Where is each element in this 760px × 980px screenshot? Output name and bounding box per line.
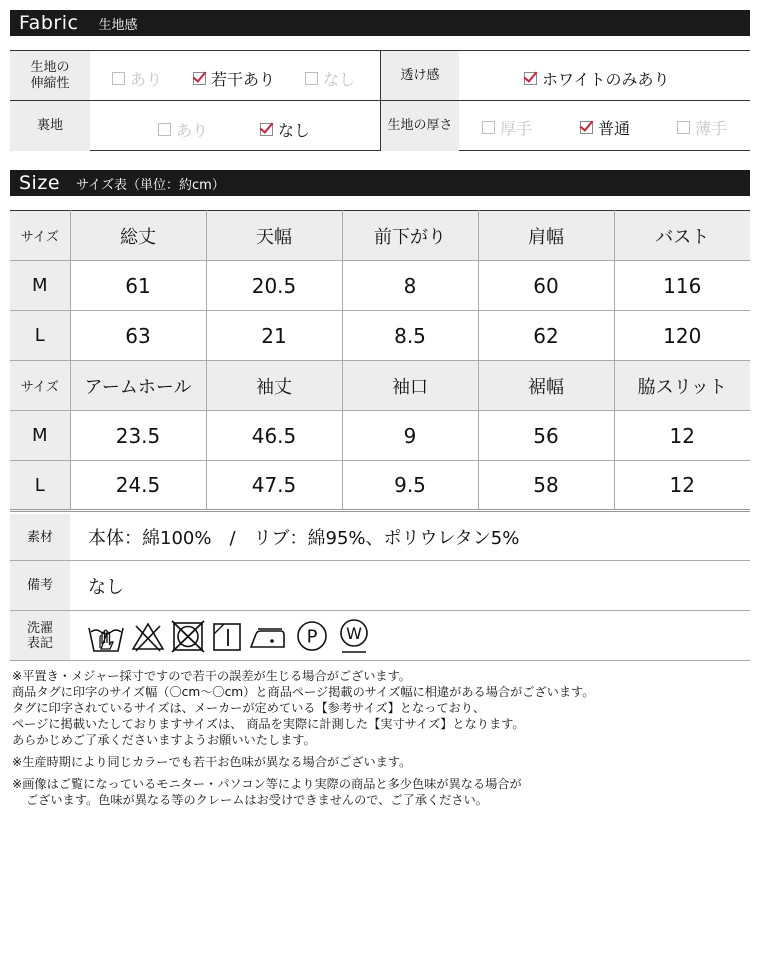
material-row [10, 514, 750, 561]
table-cell: 23.5 [70, 411, 206, 461]
wet-clean-w-icon [334, 616, 374, 656]
remarks-row [10, 561, 750, 611]
table-cell: 21 [206, 311, 342, 361]
remarks-label: 備考 [10, 561, 70, 610]
disclaimer-notes [12, 668, 752, 808]
disclaimer-line: ページに掲載いたしておりますサイズは、 商品を実際に計測した【実寸サイズ】となります。 [12, 717, 525, 731]
thickness-label: 生地の厚さ [381, 101, 459, 151]
table-cell: 8.5 [342, 311, 478, 361]
checked-checkbox-icon [260, 123, 273, 136]
p-letter: P [306, 626, 318, 647]
column-header: 前下がり [342, 211, 478, 261]
column-header: 袖丈 [206, 361, 342, 411]
fabric-section-header [10, 10, 750, 36]
checked-checkbox-icon [524, 72, 537, 85]
option-label: あり [130, 70, 163, 89]
disclaimer-line: ※平置き・メジャー採寸ですので若干の誤差が生じる場合がございます。 [12, 669, 411, 683]
table-row [10, 411, 750, 461]
size-row-header: サイズ [10, 361, 70, 411]
dry-clean-p-icon [294, 618, 330, 654]
option-label: あり [176, 121, 209, 140]
table-cell: 60 [478, 261, 614, 311]
checkbox-icon [482, 121, 495, 134]
option-label: 普通 [598, 119, 631, 138]
thickness-option-thin[interactable] [677, 116, 727, 139]
size-label: L [10, 311, 70, 361]
disclaimer-line: ございます。色味が異なる等のクレームはお受けできませんので、ご了承ください。 [26, 793, 488, 807]
column-header: アームホール [70, 361, 206, 411]
checkbox-icon [158, 123, 171, 136]
care-row [10, 611, 750, 661]
care-symbols [70, 611, 374, 660]
table-cell: 12 [614, 461, 750, 511]
table-cell: 9 [342, 411, 478, 461]
sheer-option-white[interactable] [524, 67, 670, 90]
table-cell: 24.5 [70, 461, 206, 511]
care-label-line2: 表記 [26, 635, 53, 651]
option-label: なし [323, 70, 356, 89]
line-dry-shade-icon [210, 618, 244, 654]
size-title-jp: サイズ表（単位：約cm） [76, 177, 225, 193]
size-row-header: サイズ [10, 211, 70, 261]
stretch-option-nashi[interactable] [305, 67, 355, 90]
size-header-row-1 [10, 211, 750, 261]
stretch-option-ari[interactable] [112, 67, 162, 90]
stretch-label [10, 51, 90, 100]
care-label [10, 611, 70, 660]
size-title-en: Size [19, 172, 61, 194]
size-label: L [10, 461, 70, 511]
column-header: 肩幅 [478, 211, 614, 261]
lining-option-nashi[interactable] [260, 118, 310, 141]
column-header: バスト [614, 211, 750, 261]
column-header: 天幅 [206, 211, 342, 261]
checkbox-icon [677, 121, 690, 134]
fabric-row-1 [10, 51, 750, 101]
option-label: なし [278, 121, 311, 140]
fabric-table [10, 50, 750, 151]
fabric-title-jp: 生地感 [98, 17, 138, 33]
checkbox-icon [112, 72, 125, 85]
table-row [10, 311, 750, 361]
checked-checkbox-icon [193, 72, 206, 85]
table-cell: 47.5 [206, 461, 342, 511]
stretch-label-line1: 生地の [30, 59, 70, 75]
iron-low-icon [248, 618, 290, 654]
option-label: ホワイトのみあり [542, 70, 670, 89]
table-cell: 58 [478, 461, 614, 511]
table-cell: 116 [614, 261, 750, 311]
thickness-option-normal[interactable] [580, 116, 630, 139]
stretch-label-line2: 伸縮性 [30, 75, 70, 91]
table-cell: 63 [70, 311, 206, 361]
checkbox-icon [305, 72, 318, 85]
table-cell: 61 [70, 261, 206, 311]
table-cell: 8 [342, 261, 478, 311]
remarks-value: なし [88, 576, 124, 598]
size-header-row-2 [10, 361, 750, 411]
table-cell: 120 [614, 311, 750, 361]
care-label-line1: 洗濯 [26, 620, 53, 636]
size-label: M [10, 261, 70, 311]
column-header: 袖口 [342, 361, 478, 411]
lining-option-ari[interactable] [158, 118, 208, 141]
no-tumble-dry-icon [170, 618, 206, 654]
disclaimer-line: あらかじめご了承くださいますようお願いいたします。 [12, 733, 316, 747]
table-cell: 20.5 [206, 261, 342, 311]
size-label: M [10, 411, 70, 461]
disclaimer-line: タグに印字されているサイズは、メーカーが定めている【参考サイズ】となっており、 [12, 701, 486, 715]
option-label: 厚手 [500, 119, 533, 138]
thickness-option-thick[interactable] [482, 116, 532, 139]
size-table [10, 210, 750, 512]
disclaimer-line: 商品タグに印字のサイズ幅（〇cm～〇cm）と商品ページ掲載のサイズ幅に相違がある場合がございます。 [12, 685, 595, 699]
disclaimer-line: ※生産時期により同じカラーでも若干お色味が異なる場合がございます。 [12, 755, 412, 769]
wash-tub-icon [86, 618, 126, 654]
option-label: 若干あり [211, 70, 276, 89]
column-header: 脇スリット [614, 361, 750, 411]
stretch-option-jakkan[interactable] [193, 67, 275, 90]
material-label: 素材 [10, 514, 70, 560]
w-letter: W [346, 623, 362, 643]
table-cell: 56 [478, 411, 614, 461]
table-row [10, 461, 750, 511]
sheer-label: 透け感 [381, 51, 459, 100]
column-header: 裾幅 [478, 361, 614, 411]
material-value: 本体：綿100% / リブ：綿95%、ポリウレタン5% [88, 528, 520, 549]
option-label: 薄手 [695, 119, 728, 138]
fabric-title-en: Fabric [19, 12, 79, 34]
fabric-row-2 [10, 101, 750, 151]
size-section-header [10, 170, 750, 196]
table-cell: 46.5 [206, 411, 342, 461]
table-cell: 12 [614, 411, 750, 461]
lining-label: 裏地 [10, 101, 90, 151]
table-cell: 9.5 [342, 461, 478, 511]
disclaimer-line: ※画像はご覧になっているモニター・パソコン等により実際の商品と多少色味が異なる場合が [12, 777, 522, 791]
table-cell: 62 [478, 311, 614, 361]
checked-checkbox-icon [580, 121, 593, 134]
table-row [10, 261, 750, 311]
column-header: 総丈 [70, 211, 206, 261]
no-bleach-icon [130, 618, 166, 654]
